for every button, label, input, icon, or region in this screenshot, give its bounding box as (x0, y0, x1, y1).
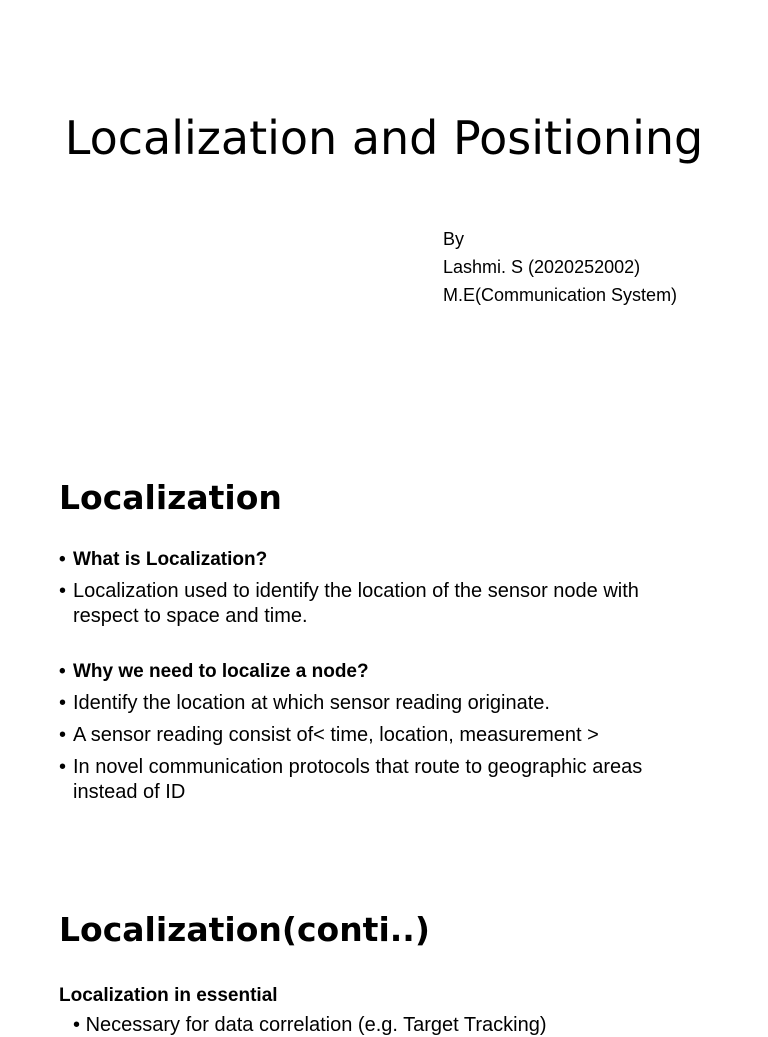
slide-subheading: Localization in essential (59, 985, 278, 1006)
presentation-title: Localization and Positioning (64, 111, 704, 165)
program-name: M.E(Communication System) (443, 285, 678, 305)
bullet-dot-icon: • (73, 1014, 81, 1036)
bullet-dot-icon: • (59, 549, 66, 570)
bullet-item: • Localization used to identify the location of the sensor node with respect to space and time. (59, 580, 639, 627)
slide-localization-continued (0, 864, 768, 1036)
bullet-dot-icon: • (59, 692, 67, 714)
bullet-dot-icon: • (59, 756, 67, 778)
bullet-item: • What is Localization? (59, 549, 268, 570)
bullet-list (59, 547, 699, 812)
author-name: Lashmi. S (2020252002) (443, 257, 641, 277)
presenter-info (443, 229, 683, 313)
slide-title (0, 0, 768, 432)
slide-localization (0, 432, 768, 864)
bullet-dot-icon: • (59, 724, 67, 746)
bullet-item: • Identify the location at which sensor reading originate. (59, 692, 550, 714)
slide-heading: Localization (59, 478, 282, 517)
bullet-item: • A sensor reading consist of< time, location, measurement > (59, 724, 599, 746)
by-label: By (443, 229, 465, 249)
bullet-item: • In novel communication protocols that route to geographic areas instead of ID (59, 756, 643, 803)
bullet-item: • Why we need to localize a node? (59, 661, 369, 682)
slide-heading: Localization(conti..) (59, 910, 430, 949)
bullet-item-partial: • Necessary for data correlation (e.g. Target Tracking) (73, 1014, 547, 1036)
bullet-dot-icon: • (59, 580, 67, 602)
bullet-dot-icon: • (59, 661, 66, 682)
